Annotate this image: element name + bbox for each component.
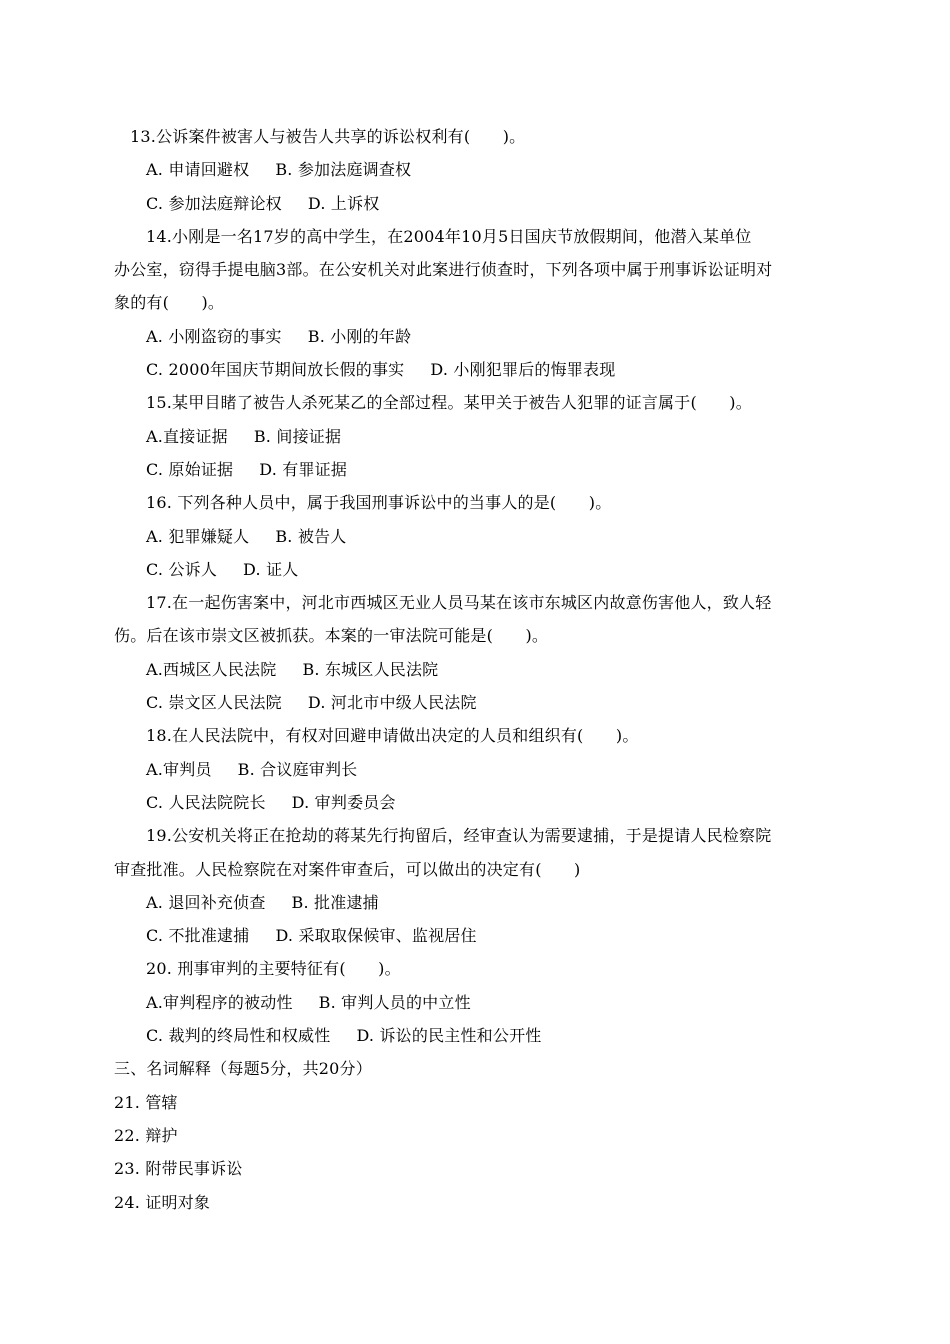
question-20-option-a: A.审判程序的被动性	[146, 992, 293, 1012]
question-15-option-c: C. 原始证据	[146, 459, 234, 479]
term-item: 23. 附带民事诉讼	[114, 1159, 243, 1179]
question-20-option-d: D. 诉讼的民主性和公开性	[356, 1026, 542, 1046]
question-14-stem-line-3: 象的有( )。	[114, 293, 225, 313]
question-14-option-c: C. 2000年国庆节期间放长假的事实	[146, 360, 405, 380]
term-item: 21. 管辖	[114, 1092, 178, 1112]
question-17-stem-line-1: 17.在一起伤害案中，河北市西城区无业人员马某在该市东城区内故意伤害他人，致人轻	[146, 593, 772, 613]
question-18-option-d: D. 审判委员会	[291, 792, 396, 812]
question-19-options-row-2	[114, 919, 814, 952]
question-14-stem-line-1: 14.小刚是一名17岁的高中学生，在2004年10月5日国庆节放假期间，他潜入某单位	[146, 226, 752, 246]
question-17-option-a: A.西城区人民法院	[146, 659, 277, 679]
question-17-option-d: D. 河北市中级人民法院	[307, 693, 477, 713]
question-13-options-row-2	[114, 187, 814, 220]
question-19-option-b: B. 批准逮捕	[291, 892, 379, 912]
question-17-option-c: C. 崇文区人民法院	[146, 693, 282, 713]
question-19-stem-line-2: 审查批准。人民检察院在对案件审查后，可以做出的决定有( )	[114, 859, 581, 879]
question-15-options-row-2	[114, 453, 814, 486]
question-18-option-b: B. 合议庭审判长	[237, 759, 358, 779]
question-18-option-a: A.审判员	[146, 759, 212, 779]
question-13-option-b: B. 参加法庭调查权	[275, 160, 412, 180]
question-20-options-row-1	[114, 986, 814, 1019]
question-15-option-a: A.直接证据	[146, 426, 228, 446]
question-18-option-c: C. 人民法院院长	[146, 792, 266, 812]
question-13-option-a: A. 申请回避权	[146, 160, 250, 180]
question-14-option-a: A. 小刚盗窃的事实	[146, 326, 282, 346]
question-19-stem-line-1: 19.公安机关将正在抢劫的蒋某先行拘留后，经审查认为需要逮捕，于是提请人民检察院	[146, 826, 772, 846]
question-17-options-row-2	[114, 686, 814, 719]
question-20-option-c: C. 裁判的终局性和权威性	[146, 1026, 331, 1046]
question-15-option-b: B. 间接证据	[253, 426, 342, 446]
question-13-options-row-1	[114, 153, 814, 186]
section-3-heading: 三、名词解释（每题5分，共20分）	[114, 1059, 372, 1079]
question-16-option-a: A. 犯罪嫌疑人	[146, 526, 250, 546]
question-18-options-row-1	[114, 753, 814, 786]
term-item: 24. 证明对象	[114, 1192, 211, 1212]
question-17-option-b: B. 东城区人民法院	[302, 659, 439, 679]
term-item: 22. 辩护	[114, 1125, 178, 1145]
question-14-stem-line-2: 办公室，窃得手提电脑3部。在公安机关对此案进行侦查时，下列各项中属于刑事诉讼证明对	[114, 260, 773, 280]
question-20-options-row-2	[114, 1019, 814, 1052]
question-13-option-d: D. 上诉权	[307, 193, 380, 213]
question-18-options-row-2	[114, 786, 814, 819]
question-19-option-d: D. 采取取保候审、监视居住	[275, 926, 477, 946]
question-14-options-row-2	[114, 353, 814, 386]
question-13-stem: 13.公诉案件被害人与被告人共享的诉讼权利有( )。	[130, 127, 526, 146]
question-14-options-row-1	[114, 320, 814, 353]
question-16-options-row-1	[114, 520, 814, 553]
question-20-option-b: B. 审判人员的中立性	[318, 992, 471, 1012]
question-19-option-a: A. 退回补充侦查	[146, 892, 266, 912]
question-14-option-b: B. 小刚的年龄	[307, 326, 412, 346]
question-16-stem: 16. 下列各种人员中，属于我国刑事诉讼中的当事人的是( )。	[146, 493, 612, 513]
question-19-options-row-1	[114, 886, 814, 919]
question-15-options-row-1	[114, 420, 814, 453]
question-13-option-c: C. 参加法庭辩论权	[146, 193, 282, 213]
question-17-options-row-1	[114, 653, 814, 686]
question-19-option-c: C. 不批准逮捕	[146, 926, 250, 946]
question-20-stem: 20. 刑事审判的主要特征有( )。	[146, 959, 401, 979]
question-16-option-d: D. 证人	[243, 559, 299, 579]
question-18-stem: 18.在人民法院中，有权对回避申请做出决定的人员和组织有( )。	[146, 726, 639, 746]
question-17-stem-line-2: 伤。后在该市崇文区被抓获。本案的一审法院可能是( )。	[114, 626, 549, 646]
question-16-option-c: C. 公诉人	[146, 559, 218, 579]
question-16-options-row-2	[114, 553, 814, 586]
question-14-option-d: D. 小刚犯罪后的悔罪表现	[430, 360, 616, 380]
exam-content	[114, 120, 814, 1219]
question-15-stem: 15.某甲目睹了被告人杀死某乙的全部过程。某甲关于被告人犯罪的证言属于( )。	[146, 393, 752, 413]
question-16-option-b: B. 被告人	[275, 526, 347, 546]
question-15-option-d: D. 有罪证据	[259, 459, 348, 479]
